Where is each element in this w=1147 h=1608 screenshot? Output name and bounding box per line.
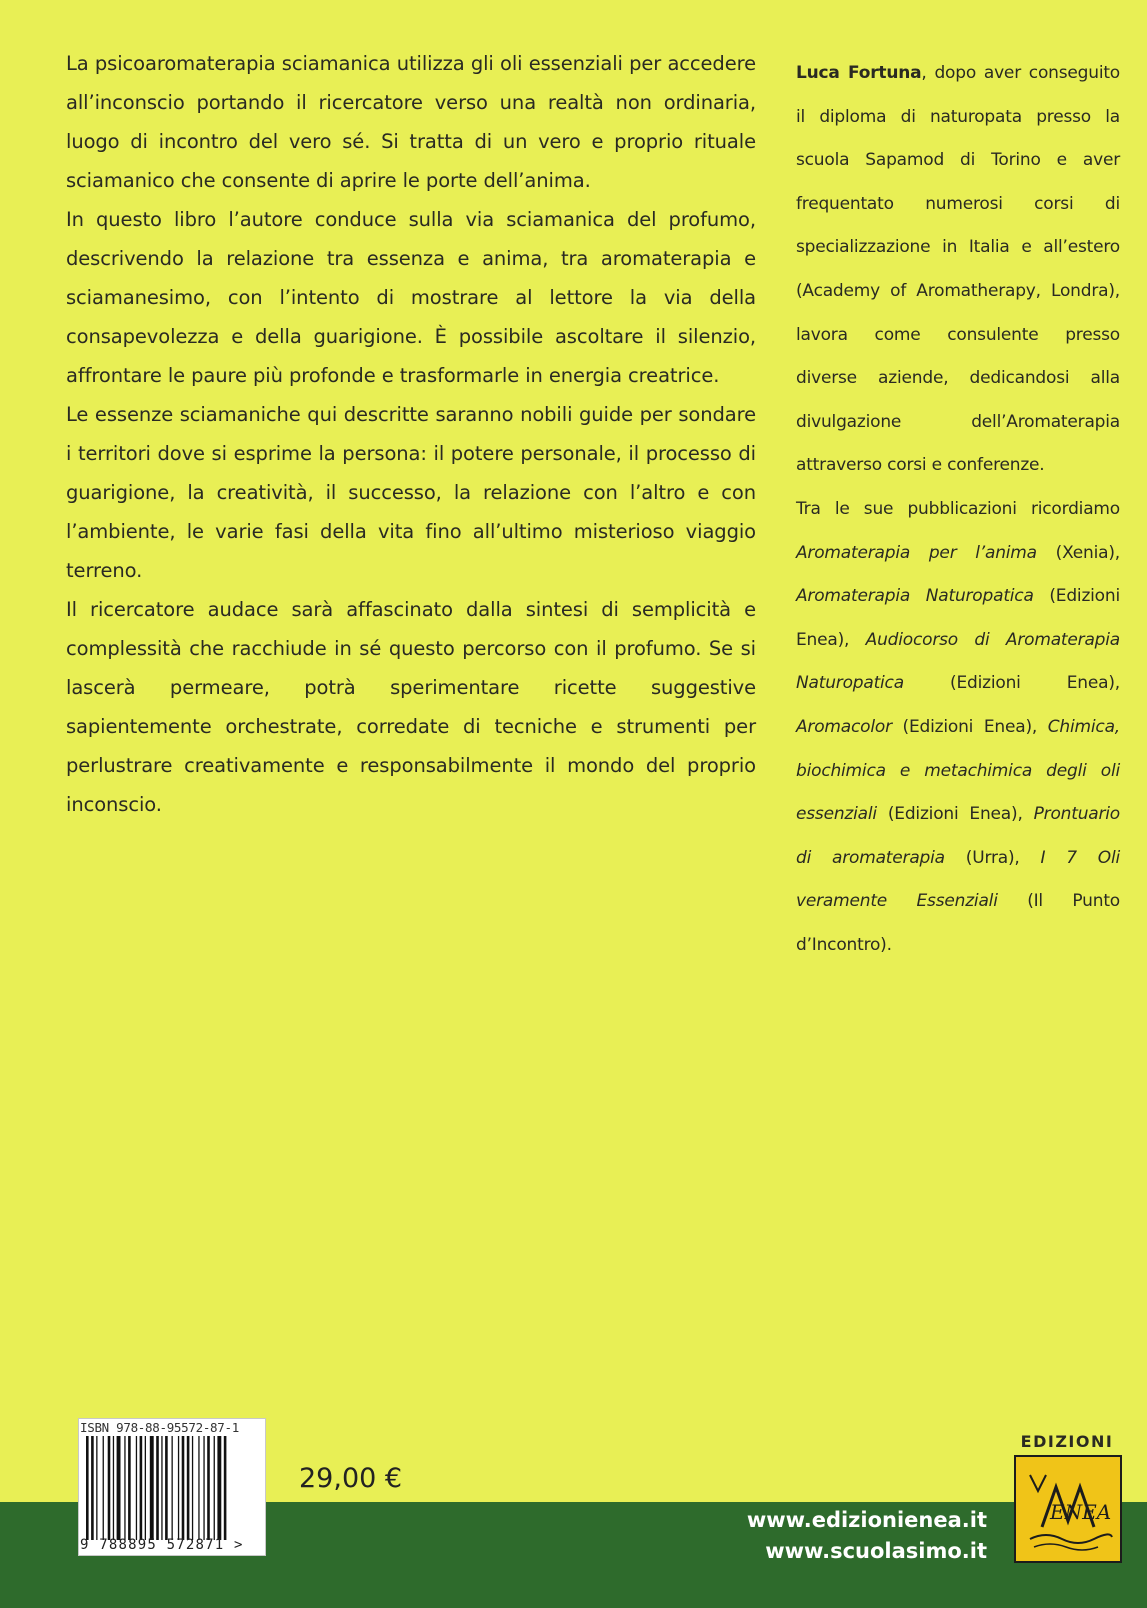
description-column	[66, 44, 756, 824]
publications-intro: Tra le sue pubblicazioni ricordiamo	[796, 498, 1120, 519]
description-paragraph-2: In questo libro l’autore conduce sulla via sciamanica del profumo, descrivendo la relazione tra essenza e anima, tra aromaterapia e sciamanesimo, con l’intento di mostrare al lettore la via della consapevolezza e della guarigione. È possibile ascoltare il silenzio, affrontare le paure più profonde e trasformarle in energia creatrice.	[66, 208, 756, 387]
barcode-icon	[84, 1436, 260, 1540]
publications	[796, 488, 1120, 968]
logo-mark: ENEA	[1050, 1500, 1112, 1524]
isbn-label: ISBN 978-88-95572-87-1	[80, 1420, 239, 1435]
author-bio	[796, 52, 1120, 488]
publication-title: Chimica, biochimica e metachimica degli oli essenziali	[796, 716, 1120, 825]
publication-publisher: (Edizioni Enea),	[796, 586, 1120, 650]
publication-publisher: (Urra),	[944, 847, 1041, 868]
publication-publisher: (Edizioni Enea),	[903, 673, 1120, 694]
publication-title: Prontuario di aromaterapia	[796, 804, 1120, 868]
publication-title: I 7 Oli veramente Essenziali	[796, 847, 1120, 912]
publication-title: Audiocorso di Aromaterapia Naturopatica	[796, 629, 1120, 694]
publication-title: Aromacolor	[796, 716, 892, 737]
enea-logo-icon	[1016, 1457, 1120, 1561]
publisher-logo-title: EDIZIONI	[1020, 1432, 1114, 1451]
description-paragraph-1: La psicoaromaterapia sciamanica utilizza gli oli essenziali per accedere all’inconscio portando il ricercatore verso una realtà non ordinaria, luogo di incontro del vero sé. Si tratta di un vero e proprio rituale sciamanico che consente di aprire le porte dell’anima.	[66, 52, 756, 192]
description-paragraph-3: Le essenze sciamaniche qui descritte saranno nobili guide per sondare i territori dove si esprime la persona: il potere personale, il processo di guarigione, la creatività, il successo, la relazione con l’altro e con l’ambiente, le varie fasi della vita fino all’ultimo misterioso viaggio terreno.	[66, 403, 756, 582]
barcode-number: 9 788895 572871 >	[80, 1537, 244, 1553]
publication-title: Aromaterapia Naturopatica	[796, 586, 1034, 607]
publication-publisher: (Edizioni Enea),	[876, 804, 1034, 825]
website-link-scuolasimo[interactable]: www.scuolasimo.it	[765, 1539, 987, 1563]
publication-publisher: (Il Punto d’Incontro).	[796, 891, 1120, 955]
websites	[747, 1505, 987, 1567]
publication-title: Aromaterapia per l’anima	[796, 542, 1037, 563]
publisher-logo	[1014, 1455, 1122, 1563]
publication-publisher: (Edizioni Enea),	[891, 716, 1048, 737]
author-bio-text: , dopo aver conseguito il diploma di naturopata presso la scuola Sapamod di Torino e aver frequentato numerosi corsi di specializzazione in Italia e all’estero (Academy of Aromatherapy, Londra), lavora come consulente presso diverse aziende, dedicandosi alla divulgazione dell’Aromaterapia attraverso corsi e conferenze.	[796, 63, 1121, 476]
author-name: Luca Fortuna	[796, 63, 922, 83]
author-bio-column	[796, 52, 1120, 967]
price: 29,00 €	[299, 1463, 403, 1494]
website-link-enea[interactable]: www.edizionienea.it	[746, 1508, 987, 1532]
publication-publisher: (Xenia),	[1036, 542, 1120, 563]
description-paragraph-4: Il ricercatore audace sarà affascinato dalla sintesi di semplicità e complessità che racchiude in sé questo percorso con il profumo. Se si lascerà permeare, potrà sperimentare ricette suggestive sapientemente orchestrate, corredate di tecniche e strumenti per perlustrare creativamente e responsabilmente il mondo del proprio inconscio.	[66, 598, 756, 816]
